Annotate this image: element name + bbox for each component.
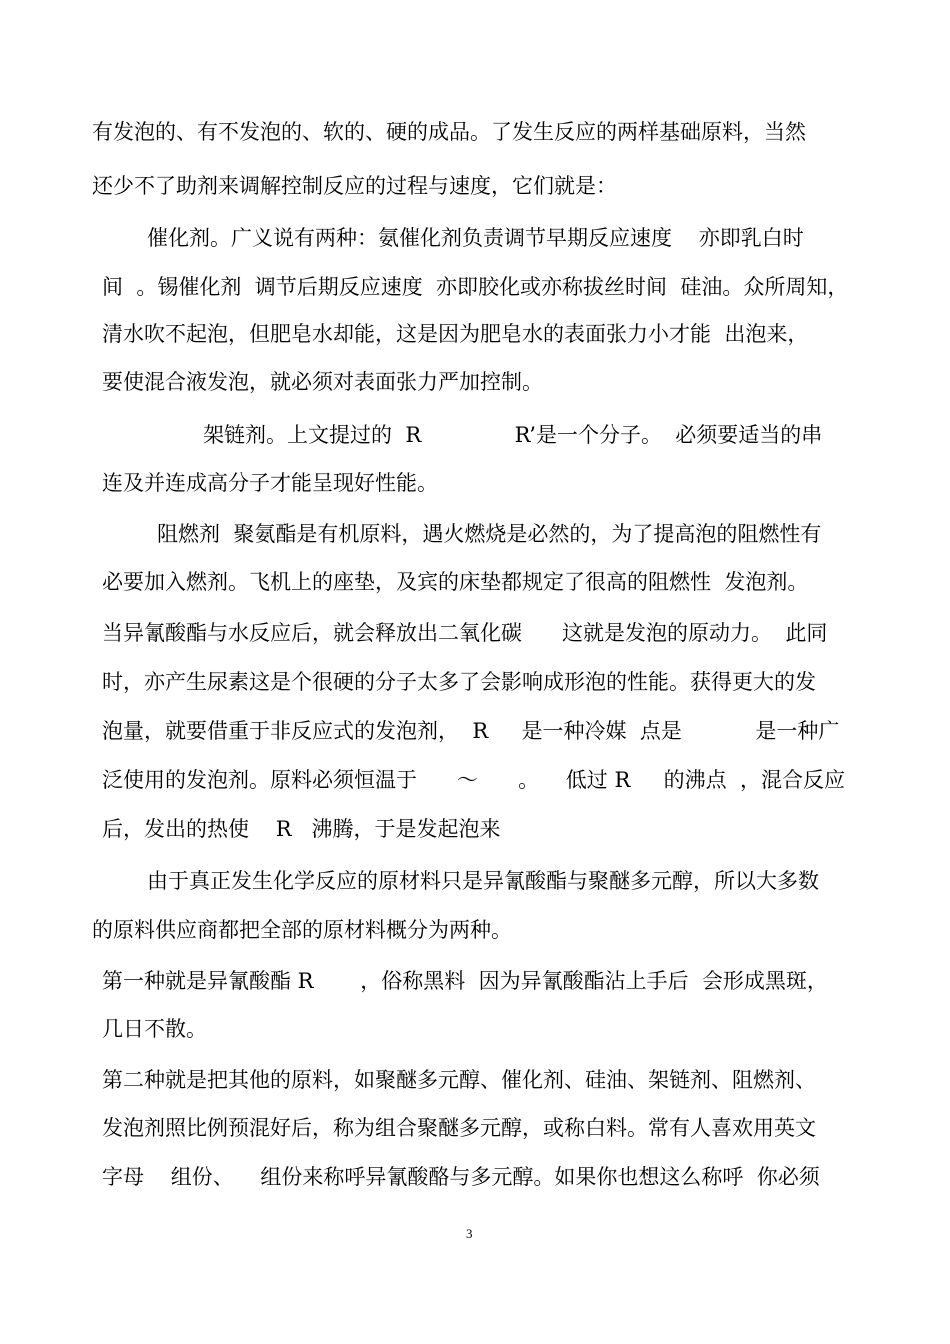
text-line: 发泡剂照比例预混好后，称为组合聚醚多元醇，或称白料。常有人喜欢用英文 <box>102 1116 816 1140</box>
text-line: 清水吹不起泡，但肥皂水却能，这是因为肥皂水的表面张力小才能 出泡来， <box>102 322 809 346</box>
text-line: 第一种就是异氰酸酯 R ，俗称黑料 因为异氰酸酯沾上手后 会形成黑斑， <box>102 969 828 993</box>
text-line: 必要加入燃剂。飞机上的座垫，及宾的床垫都规定了很高的阻燃性 发泡剂。 <box>102 570 809 594</box>
text-line: 连及并连成高分子才能呈现好性能。 <box>102 471 438 495</box>
text-line: 催化剂。广义说有两种：氨催化剂负责调节早期反应速度 亦即乳白时 <box>147 226 804 250</box>
text-line: 后，发出的热使 R 沸腾，于是发起泡来 <box>102 817 501 841</box>
text-line: 间 。锡催化剂 调节后期反应速度 亦即胶化或亦称拔丝时间 硅油。众所周知， <box>102 275 849 299</box>
text-line: 几日不散。 <box>102 1017 207 1041</box>
text-line: 阻燃剂 聚氨酯是有机原料，遇火燃烧是必然的，为了提高泡的阻燃性有 <box>157 522 822 546</box>
text-line: 由于真正发生化学反应的原材料只是异氰酸酯与聚醚多元醇，所以大多数 <box>147 869 819 893</box>
text-line: 当异氰酸酯与水反应后，就会释放出二氧化碳 这就是发泡的原动力。 此同 <box>102 621 828 645</box>
text-line: 字母 组份、 组份来称呼异氰酸酪与多元醇。如果你也想这么称呼 你必须 <box>102 1165 820 1189</box>
text-line: 有发泡的、有不发泡的、软的、硬的成品。了发生反应的两样基础原料，当然 <box>92 120 806 144</box>
text-line: 泛使用的发泡剂。原料必须恒温于 ～ 。 低过 R 的沸点 ，混合反应 <box>102 768 846 792</box>
text-line: 泡量，就要借重于非反应式的发泡剂， R 是一种冷媒 点是 是一种广 <box>102 719 840 743</box>
text-line: 的原料供应商都把全部的原材料概分为两种。 <box>92 918 512 942</box>
text-line: 要使混合液发泡，就必须对表面张力严加控制。 <box>102 370 543 394</box>
text-line: 还少不了助剂来调解控制反应的过程与速度，它们就是： <box>92 174 617 198</box>
page-number: 3 <box>466 1226 473 1241</box>
text-line: 时，亦产生尿素这是个很硬的分子太多了会影响成形泡的性能。获得更大的发 <box>102 670 816 694</box>
text-line: 架链剂。上文提过的 R R’是一个分子。 必须要适当的串 <box>203 423 823 447</box>
text-line: 第二种就是把其他的原料，如聚醚多元醇、催化剂、硅油、架链剂、阻燃剂、 <box>102 1068 816 1092</box>
